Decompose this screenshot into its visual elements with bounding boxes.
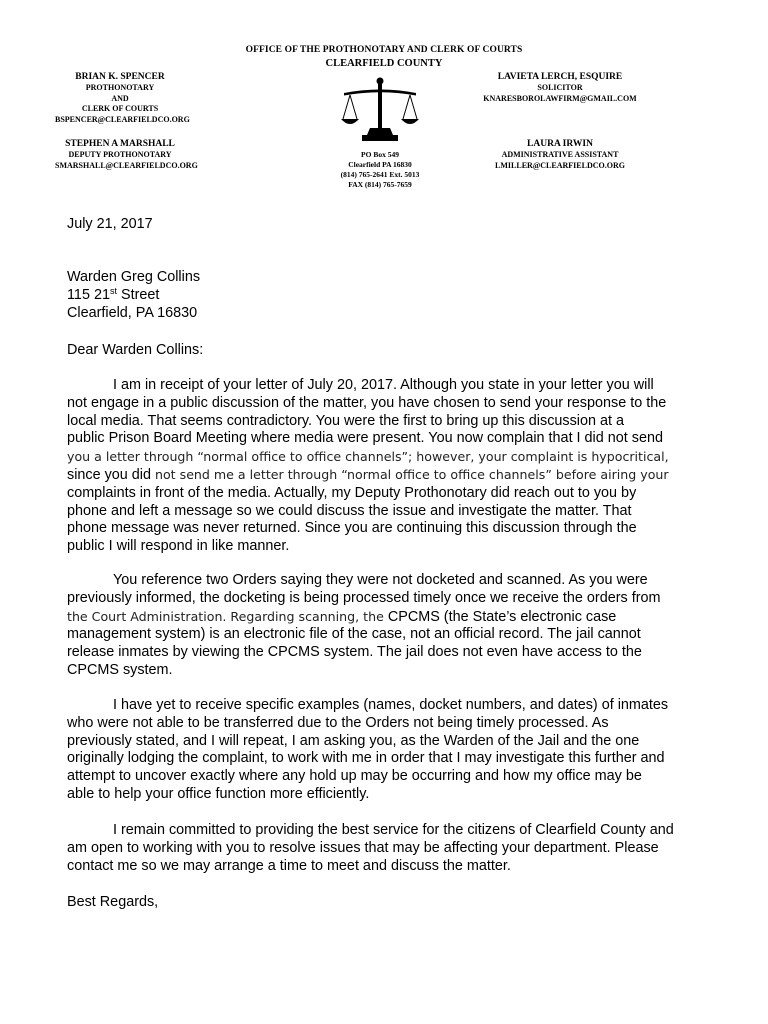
p1-line: local media. That seems contradictory. You were the first to bring up this discussion at a	[67, 412, 624, 429]
closing: Best Regards,	[67, 894, 159, 910]
prothonotary-block	[55, 71, 190, 125]
p4-line: am open to working with you to resolve issues that may be affecting your department. Please	[67, 839, 659, 856]
p3-line: I have yet to receive specific examples (names, docket numbers, and dates) of inmates	[113, 697, 669, 713]
p2-line-part: CPCMS (the State’s electronic case	[387, 608, 617, 625]
solicitor-email: KNARESBOROLAWFIRM@GMAIL.COM	[483, 93, 637, 103]
solicitor-name: LAVIETA LERCH, ESQUIRE	[497, 72, 623, 82]
p2-line: You reference two Orders saying they were not docketed and scanned. As you were	[113, 572, 648, 588]
p2-line: CPCMS system.	[67, 661, 173, 678]
p1-line: you a letter through “normal office to office channels”; however, your complaint is hypocritical,	[67, 449, 669, 465]
p2-line: management system) is an electronic file of the case, not an official record. The jail cannot	[67, 626, 641, 643]
p1-line: phone message was never returned. Since you are continuing this discussion through the	[67, 520, 637, 537]
p3-line: who were not able to be transferred due to the Orders not being timely processed. As	[67, 714, 609, 731]
deputy-title: DEPUTY PROTHONOTARY	[68, 150, 172, 159]
p1-line: public I will respond in like manner.	[67, 538, 290, 555]
office-title: OFFICE OF THE PROTHONOTARY AND CLERK OF COURTS	[245, 45, 523, 55]
street-suffix: st	[109, 285, 117, 296]
prothonotary-title-3: CLERK OF COURTS	[81, 104, 159, 114]
solicitor-block	[470, 71, 650, 104]
solicitor-title: SOLICITOR	[537, 83, 583, 92]
deputy-name: STEPHEN A MARSHALL	[65, 139, 175, 149]
p4-line: I remain committed to providing the best service for the citizens of Clearfield County and	[113, 822, 674, 838]
paragraph-1	[67, 377, 707, 556]
p1-line: I am in receipt of your letter of July 20, 2017. Although you state in your letter you will	[113, 377, 654, 393]
prothonotary-title-1: PROTHONOTARY	[85, 83, 155, 92]
letter-date: July 21, 2017	[67, 216, 153, 232]
p3-line: originally lodging the complaint, to work with me in order that I may investigate this further and	[67, 750, 665, 767]
recipient-name: Warden Greg Collins	[67, 269, 201, 285]
p4-line: contact me so we may arrange a time to meet and discuss the matter.	[67, 857, 511, 874]
po-box: PO Box 549	[361, 150, 399, 159]
assistant-title: ADMINISTRATIVE ASSISTANT	[501, 150, 619, 159]
paragraph-4	[67, 822, 707, 875]
p2-line	[67, 608, 707, 627]
paragraph-2	[67, 572, 707, 680]
recipient-street	[67, 287, 707, 305]
assistant-block	[470, 138, 650, 171]
p1-line: phone and left a message so we could discuss the issue and investigate the matter. That	[67, 502, 632, 519]
p1-line: complaints in front of the media. Actually, my Deputy Prothonotary did reach out to you by	[67, 484, 637, 501]
fax: FAX (814) 765-7659	[348, 180, 412, 189]
paragraph-3	[67, 697, 707, 804]
p3-line: able to help your office function more efficiently.	[67, 785, 370, 802]
deputy-email: SMARSHALL@CLEARFIELDCO.ORG	[55, 160, 198, 170]
assistant-name: LAURA IRWIN	[527, 139, 593, 149]
p1-line	[67, 466, 707, 485]
p1-line-part: not send me a letter through “normal office to office channels” before airing your	[155, 466, 669, 482]
prothonotary-title-2: AND	[111, 93, 129, 103]
p1-line-part: since you did	[67, 466, 155, 483]
assistant-email: LMILLER@CLEARFIELDCO.ORG	[495, 160, 625, 170]
p3-line: attempt to uncover exactly where any hold up may be occurring and how my office may be	[67, 768, 642, 785]
letterhead	[0, 0, 768, 200]
recipient-address	[67, 269, 707, 322]
p1-line: not engage in a public discussion of the matter, you have chosen to send your response to the	[67, 394, 667, 411]
street-name: Street	[116, 286, 160, 303]
phone: (814) 765-2641 Ext. 5013	[340, 170, 420, 179]
office-address	[320, 150, 440, 190]
p2-line: previously informed, the docketing is being processed timely once we receive the orders from	[67, 589, 661, 606]
street-number: 115 21	[67, 286, 110, 303]
prothonotary-email: BSPENCER@CLEARFIELDCO.ORG	[55, 114, 190, 124]
p1-line: public Prison Board Meeting where media were present. You now complain that I did not send	[67, 430, 663, 447]
county-title: CLEARFIELD COUNTY	[325, 58, 443, 69]
scales-of-justice-icon	[340, 75, 420, 147]
p3-line: previously stated, and I will repeat, I am asking you, as the Warden of the Jail and the one	[67, 732, 640, 749]
city-zip: Clearfield PA 16830	[348, 160, 412, 169]
deputy-block	[55, 138, 198, 171]
prothonotary-name: BRIAN K. SPENCER	[75, 72, 165, 82]
salutation: Dear Warden Collins:	[67, 342, 204, 358]
p2-line-part: the Court Administration. Regarding scanning, the	[67, 608, 388, 624]
p2-line: release inmates by viewing the CPCMS system. The jail does not even have access to the	[67, 644, 642, 661]
recipient-city: Clearfield, PA 16830	[67, 304, 198, 321]
